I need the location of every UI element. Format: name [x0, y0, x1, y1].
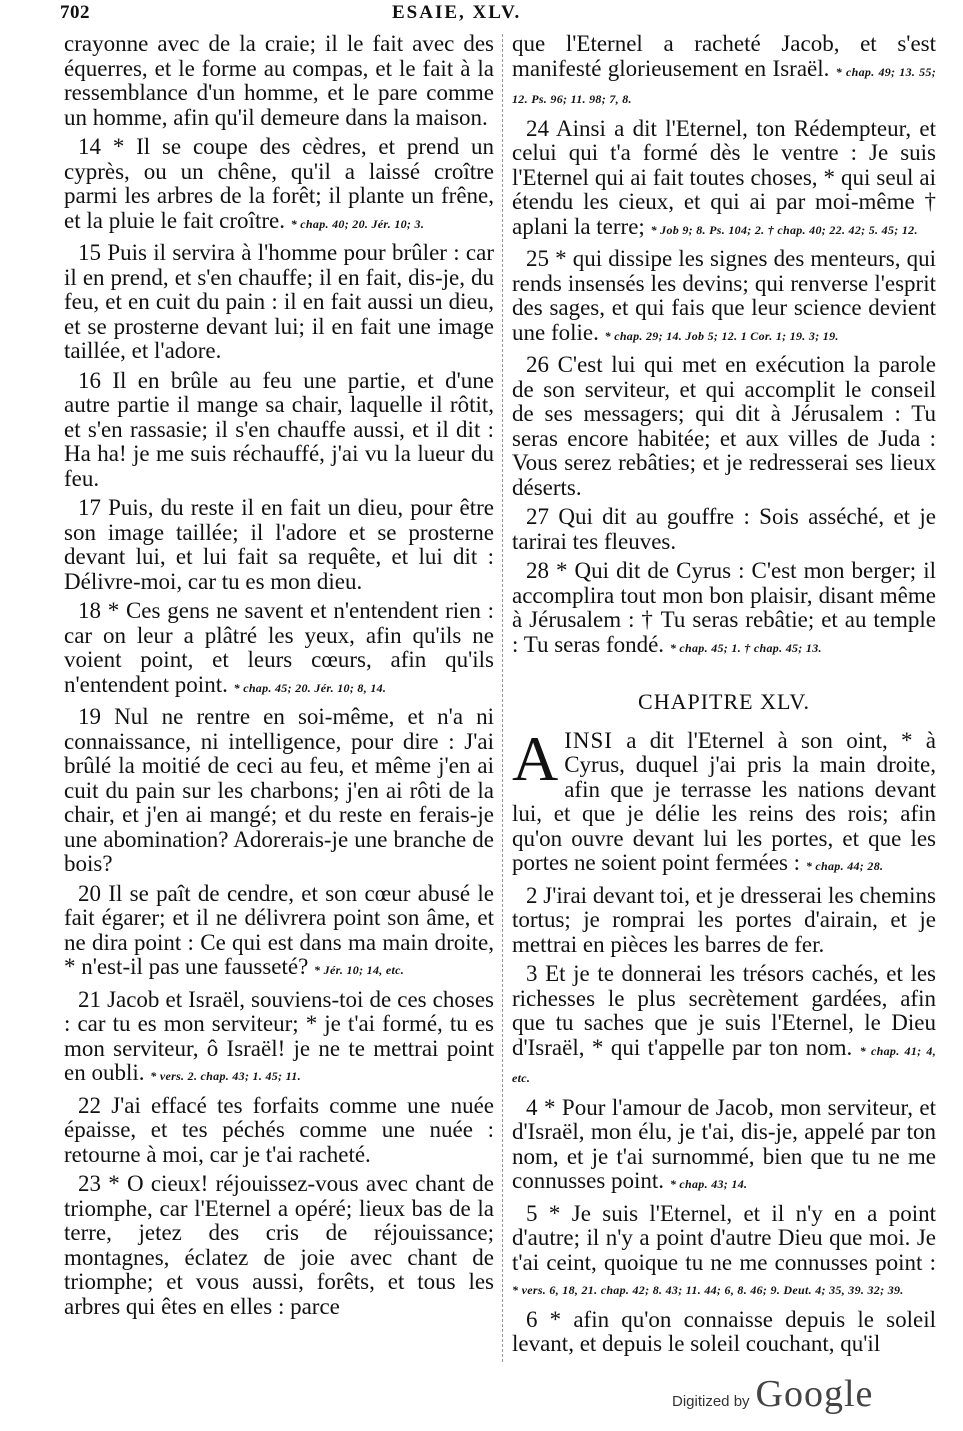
right-column	[512, 32, 936, 1362]
verse-text: Il en brûle au feu une partie, et d'une autre partie il mange sa chair, laquelle il rôtit, et s'en rassasie; il s'en chauffe aussi, et il dit : Ha ha! je me suis réchauffé, j'ai vu la lueur du feu.	[64, 367, 495, 491]
page-header	[0, 0, 963, 30]
verse-paragraph	[512, 32, 936, 112]
verse-paragraph	[64, 496, 494, 594]
verse-text: que l'Eternel a racheté Jacob, et s'est manifesté glorieusement en Israël.	[512, 31, 936, 81]
verse-text: Nul ne rentre en soi-même, et n'a ni connaissance, ni intelligence, pour dire : J'ai brûlé la moitié de ceci au feu, et même j'en ai cuit du pain sur les charbons; j'en ai rôti de la chair, et j'en ai mangé; et du reste en ferais-je une abomination? Adorerais-je une branche de bois?	[64, 704, 494, 876]
verse-number: 23	[78, 1171, 101, 1196]
cross-reference: * chap. 44; 28.	[805, 859, 884, 873]
verse-number: 24	[526, 115, 549, 141]
verse-paragraph	[512, 559, 936, 660]
cross-reference: * chap. 45; 1. † chap. 45; 13.	[669, 640, 822, 655]
verse-number: 19	[78, 704, 101, 729]
verse-text: Qui dit au gouffre : Sois asséché, et je tarirai tes fleuves.	[512, 504, 937, 554]
verse-text: Puis, du reste il en fait un dieu, pour être son image taillée; il l'adore et se prosterne devant lui, et lui fait sa requête, et lui dit : Délivre-moi, car tu es mon dieu.	[64, 495, 494, 594]
verse-number: 25	[526, 246, 549, 271]
verse-paragraph	[64, 882, 494, 983]
verse-number: 5	[526, 1200, 538, 1226]
verse-text: * Qui dit de Cyrus : C'est mon berger; il accomplira tout mon bon plaisir, disant même à Jérusalem : † Tu seras rebâtie; et au temple : Tu seras fondé.	[512, 558, 937, 657]
verse-number: 4	[526, 1094, 538, 1120]
cross-reference: * Jér. 10; 14, etc.	[314, 963, 405, 977]
verse-paragraph	[512, 962, 936, 1091]
left-column	[64, 32, 494, 1324]
verse-paragraph	[64, 705, 494, 877]
right-column-top	[512, 32, 936, 660]
verse-number: 26	[526, 352, 549, 377]
verse-text: * Pour l'amour de Jacob, mon serviteur, et d'Israël, mon élu, je t'ai, dis-je, appelé par ton nom, et je t'ai surnommé, bien que tu ne me connusses point.	[512, 1094, 937, 1193]
cross-reference: * vers. 6, 18, 21. chap. 42; 8. 43; 11. 44; 6, 8. 46; 9. Deut. 4; 35, 39. 32; 39.	[512, 1283, 904, 1297]
verse-text: crayonne avec de la craie; il le fait avec des équerres, et le forme au compas, et le fait à la ressemblance d'un homme, et le pare comme un homme, afin qu'il demeure dans la maison.	[64, 31, 494, 130]
verse-paragraph	[64, 369, 494, 492]
verse-text: Il se paît de cendre, et son cœur abusé le fait égarer; et il ne délivrera point son âme, et ne dira point : Ce qui est dans ma main droite, * n'est-il pas une fausseté?	[64, 880, 495, 979]
cross-reference: * chap. 43; 14.	[669, 1177, 748, 1191]
verse-paragraph	[64, 988, 494, 1089]
verse-number: 20	[78, 880, 101, 906]
verse-text: * Ces gens ne savent et n'entendent rien : car on leur a plâtré les yeux, afin qu'ils ne voient point, et leurs cœurs, afin qu'ils n'entendent point.	[64, 598, 495, 697]
verse-paragraph	[512, 1096, 936, 1197]
cross-reference: * chap. 49; 13. 55; 12. Ps. 96; 11. 98; 7, 8.	[512, 64, 936, 106]
verse-number: 21	[78, 986, 101, 1012]
verse-paragraph	[64, 241, 494, 364]
verse-paragraph	[64, 32, 494, 130]
verse-number: 6	[526, 1306, 538, 1332]
verse-number: 3	[526, 961, 538, 986]
digitization-footer	[672, 1372, 874, 1415]
verse-text: * afin qu'on connaisse depuis le soleil levant, et depuis le soleil couchant, qu'il	[512, 1306, 936, 1356]
verse-number: 28	[526, 558, 549, 583]
verse-text: J'ai effacé tes forfaits comme une nuée épaisse, et tes péchés comme une nuée : retourne à moi, car je t'ai racheté.	[64, 1092, 494, 1167]
verse-text: * Il se coupe des cèdres, et prend un cyprès, ou un chêne, qu'il a laissé croître parmi les arbres de la forêt; il plante un frêne, et la pluie le fait croître.	[64, 134, 494, 233]
verse-number: 14	[78, 134, 101, 159]
verse-number: 15	[78, 240, 101, 265]
verse-paragraph	[512, 247, 936, 348]
verse-text: C'est lui qui met en exécution la parole de son serviteur, et qui accomplit le conseil de ses messagers; qui dit à Jérusalem : Tu seras encore habitée; et aux villes de Juda : Vous serez rebâties; et je redresserai ses lieux déserts.	[512, 352, 936, 500]
verse-paragraph	[64, 599, 494, 700]
verse-text: J'irai devant toi, et je dresserai les chemins tortus; je romprai les portes d'airain, et je mettrai en pièces les barres de fer.	[512, 882, 937, 957]
verse-text: * qui dissipe les signes des menteurs, qui rends insensés les devins; qui renverse l'esprit des sages, et qui fais que leur science devient une folie.	[512, 246, 937, 345]
verse-number: 17	[78, 495, 101, 520]
running-title: ESAIE, XLV.	[392, 2, 522, 23]
cross-reference: * chap. 41; 4, etc.	[512, 1043, 936, 1085]
first-word-rest: INSI	[564, 727, 613, 753]
column-divider	[502, 34, 503, 1362]
verse-paragraph	[512, 505, 936, 554]
right-column-bottom	[512, 884, 936, 1357]
verse-number: 16	[78, 367, 101, 393]
verse-paragraph	[512, 353, 936, 500]
verse-number: 27	[526, 504, 549, 529]
verse-text: Et je te donnerai les trésors cachés, et les richesses le plus secrètement gardées, afin que tu saches que je suis l'Eternel, le Dieu d'Israël, * qui t'appelle par ton nom.	[512, 961, 936, 1060]
verse-paragraph	[64, 1172, 494, 1319]
verse-paragraph	[512, 884, 936, 958]
verse-number: 2	[526, 882, 538, 908]
digitized-by-label: Digitized by	[672, 1393, 750, 1410]
cross-reference: * chap. 45; 20. Jér. 10; 8, 14.	[233, 680, 387, 695]
chapter-opening-paragraph	[512, 722, 936, 879]
verse-text: Puis il servira à l'homme pour brûler : car il en prend, et s'en chauffe; il en fait, dis-je, du feu, et en cuit du pain : il en fait aussi un dieu, et se prosterne devant lui; il en fait une image taillée, et l'adore.	[64, 240, 495, 363]
cross-reference: * chap. 29; 14. Job 5; 12. 1 Cor. 1; 19. 3; 19.	[604, 328, 839, 343]
verse-text: * Je suis l'Eternel, et il n'y en a point d'autre; il n'y a point d'autre Dieu que moi. Je t'ai ceint, quoique tu ne me connusses point :	[512, 1200, 936, 1275]
verse-paragraph	[512, 117, 936, 243]
cross-reference: * vers. 2. chap. 43; 1. 45; 11.	[150, 1069, 301, 1083]
page-number: 702	[60, 2, 90, 23]
google-logo: Google	[755, 1373, 874, 1415]
verse-text: * O cieux! réjouissez-vous avec chant de triomphe, car l'Eternel a opéré; lieux bas de la terre, jetez des cris de réjouissance; montagnes, éclatez de joie avec chant de triomphe; et vous aussi, forêts, et tous les arbres qui êtes en elles : parce	[64, 1171, 495, 1319]
cross-reference: * chap. 40; 20. Jér. 10; 3.	[290, 216, 425, 231]
verse-paragraph	[512, 1308, 936, 1357]
verse-paragraph	[64, 135, 494, 236]
verse-paragraph	[512, 1202, 936, 1303]
verse-number: 22	[78, 1092, 101, 1118]
verse-paragraph	[64, 1094, 494, 1168]
drop-cap: A	[512, 722, 559, 794]
chapter-opening-text: a dit l'Eternel à son oint, * à Cyrus, duquel j'ai pris la main droite, afin que je terrasse les nations devant lui, et que je délie les reins des rois; afin qu'on ouvre devant lui les portes, et que les portes ne soient point fermées :	[512, 727, 936, 875]
verse-text: Jacob et Israël, souviens-toi de ces choses : car tu es mon serviteur; * je t'ai formé, tu es mon serviteur, ô Israël! je ne te mettrai point en oubli.	[64, 986, 494, 1085]
cross-reference: * Job 9; 8. Ps. 104; 2. † chap. 40; 22. 42; 5. 45; 12.	[650, 222, 918, 237]
chapter-heading: CHAPITRE XLV.	[638, 689, 810, 714]
verse-number: 18	[78, 598, 101, 623]
verse-text: Ainsi a dit l'Eternel, ton Rédempteur, et celui qui t'a formé dès le ventre : Je suis l'Eternel qui ai fait toutes choses, * qui seul ai étendu les cieux, et qui ai par moi-même † aplani la terre;	[512, 115, 937, 239]
